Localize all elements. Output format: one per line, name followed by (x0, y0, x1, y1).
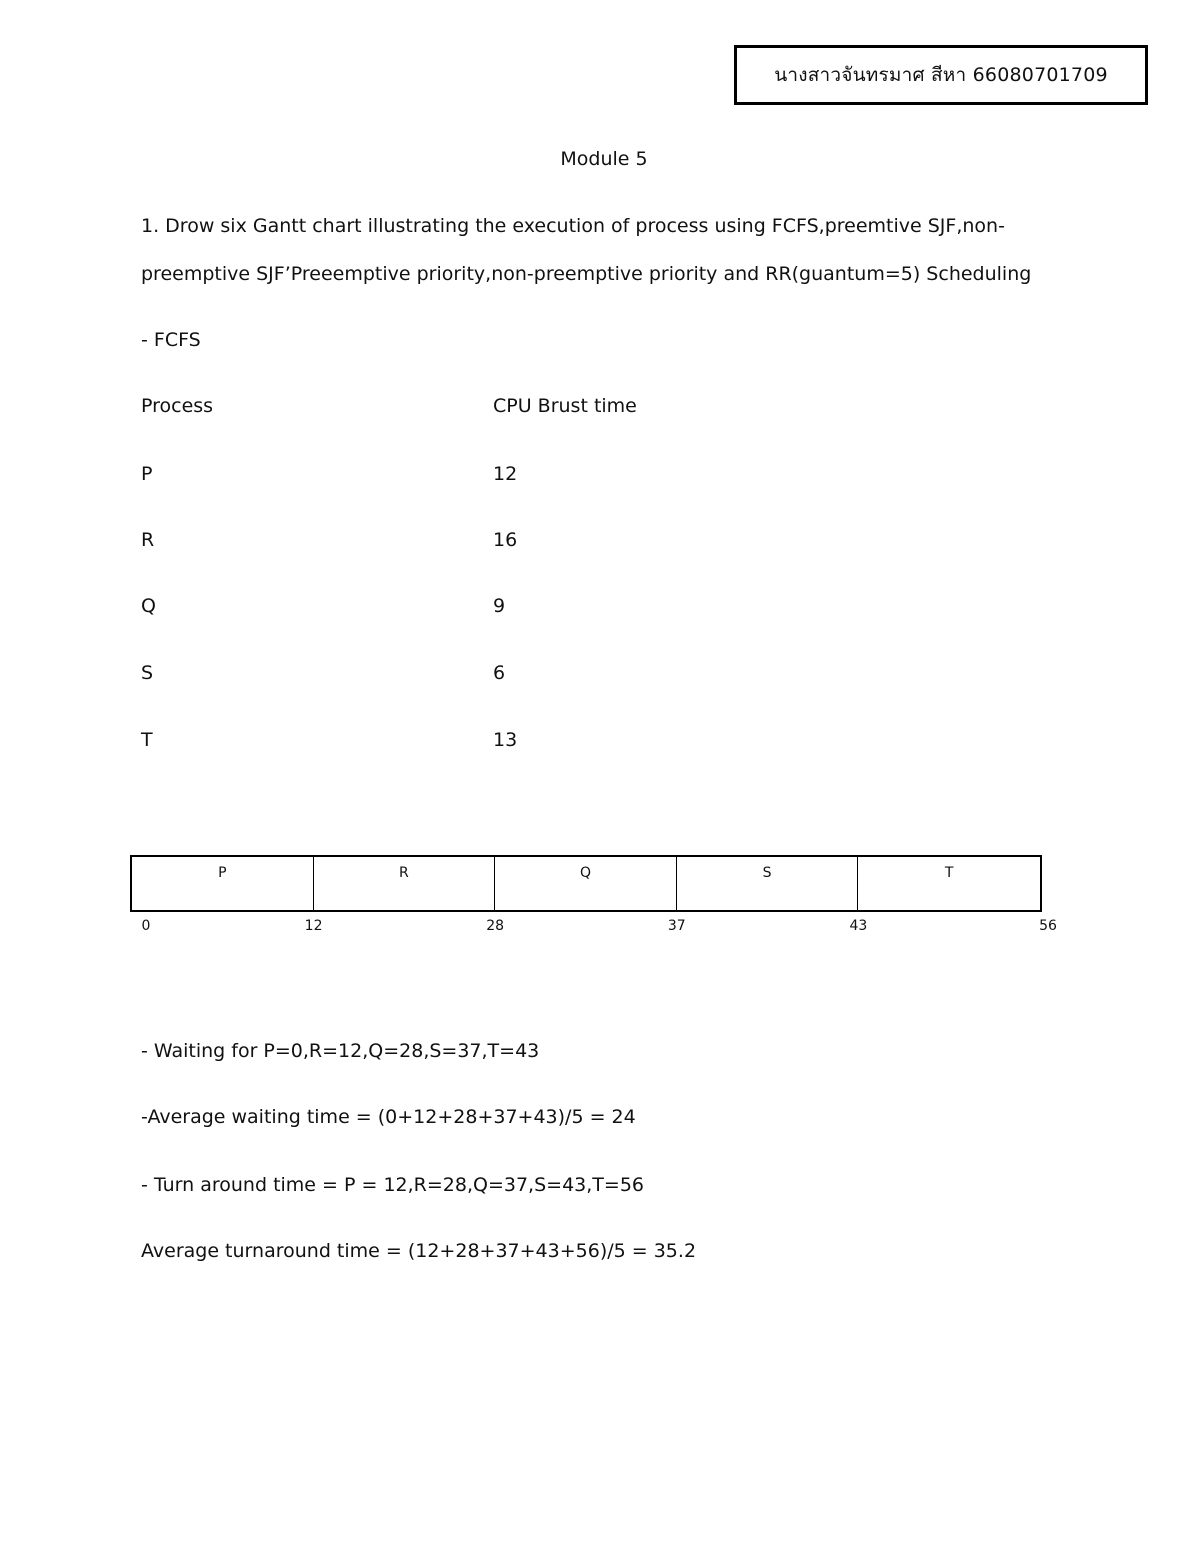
page-title: Module 5 (560, 148, 648, 170)
author-name: นางสาวจันทรมาศ สีหา 66080701709 (774, 64, 1108, 86)
table-row-burst: 9 (493, 595, 506, 617)
table-row-burst: 13 (493, 729, 518, 751)
gantt-tick-label: 37 (667, 918, 686, 934)
table-row-process: Q (141, 595, 156, 617)
table-row-process: T (141, 729, 153, 751)
turnaround-times: - Turn around time = P = 12,R=28,Q=37,S=43,T=56 (141, 1174, 644, 1196)
table-row-process: R (141, 529, 155, 551)
table-row-burst: 6 (493, 662, 506, 684)
gantt-segment-q: Q (495, 857, 677, 910)
gantt-tick-label: 43 (849, 918, 868, 934)
gantt-segment-s: S (677, 857, 859, 910)
gantt-segment-t: T (944, 865, 954, 881)
table-row-process: S (141, 662, 154, 684)
question-line-2: preemptive SJF’Preeemptive priority,non-preemptive priority and RR(guantum=5) Scheduling (141, 263, 1032, 285)
gantt-segment-r: R (314, 857, 496, 910)
gantt-tick-label: 12 (304, 918, 323, 934)
table-row-process: P (141, 463, 153, 485)
waiting-times: - Waiting for P=0,R=12,Q=28,S=37,T=43 (141, 1040, 540, 1062)
gantt-chart (130, 855, 1042, 912)
table-header-process: Process (141, 395, 214, 417)
question-line-1: 1. Drow six Gantt chart illustrating the execution of process using FCFS,preemtive SJF,non- (141, 215, 1005, 237)
author-name-box (734, 45, 1148, 105)
average-waiting-time: -Average waiting time = (0+12+28+37+43)/5 = 24 (141, 1106, 636, 1128)
gantt-tick-label: 0 (141, 918, 151, 934)
table-header-burst: CPU Brust time (493, 395, 637, 417)
gantt-tick-label: 56 (1039, 918, 1057, 934)
table-row-burst: 12 (493, 463, 518, 485)
average-turnaround-time: Average turnaround time = (12+28+37+43+56)/5 = 35.2 (141, 1240, 697, 1262)
section-label: - FCFS (141, 329, 201, 351)
gantt-segment-p: P (132, 857, 314, 910)
table-row-burst: 16 (493, 529, 518, 551)
gantt-tick-label: 28 (486, 918, 505, 934)
